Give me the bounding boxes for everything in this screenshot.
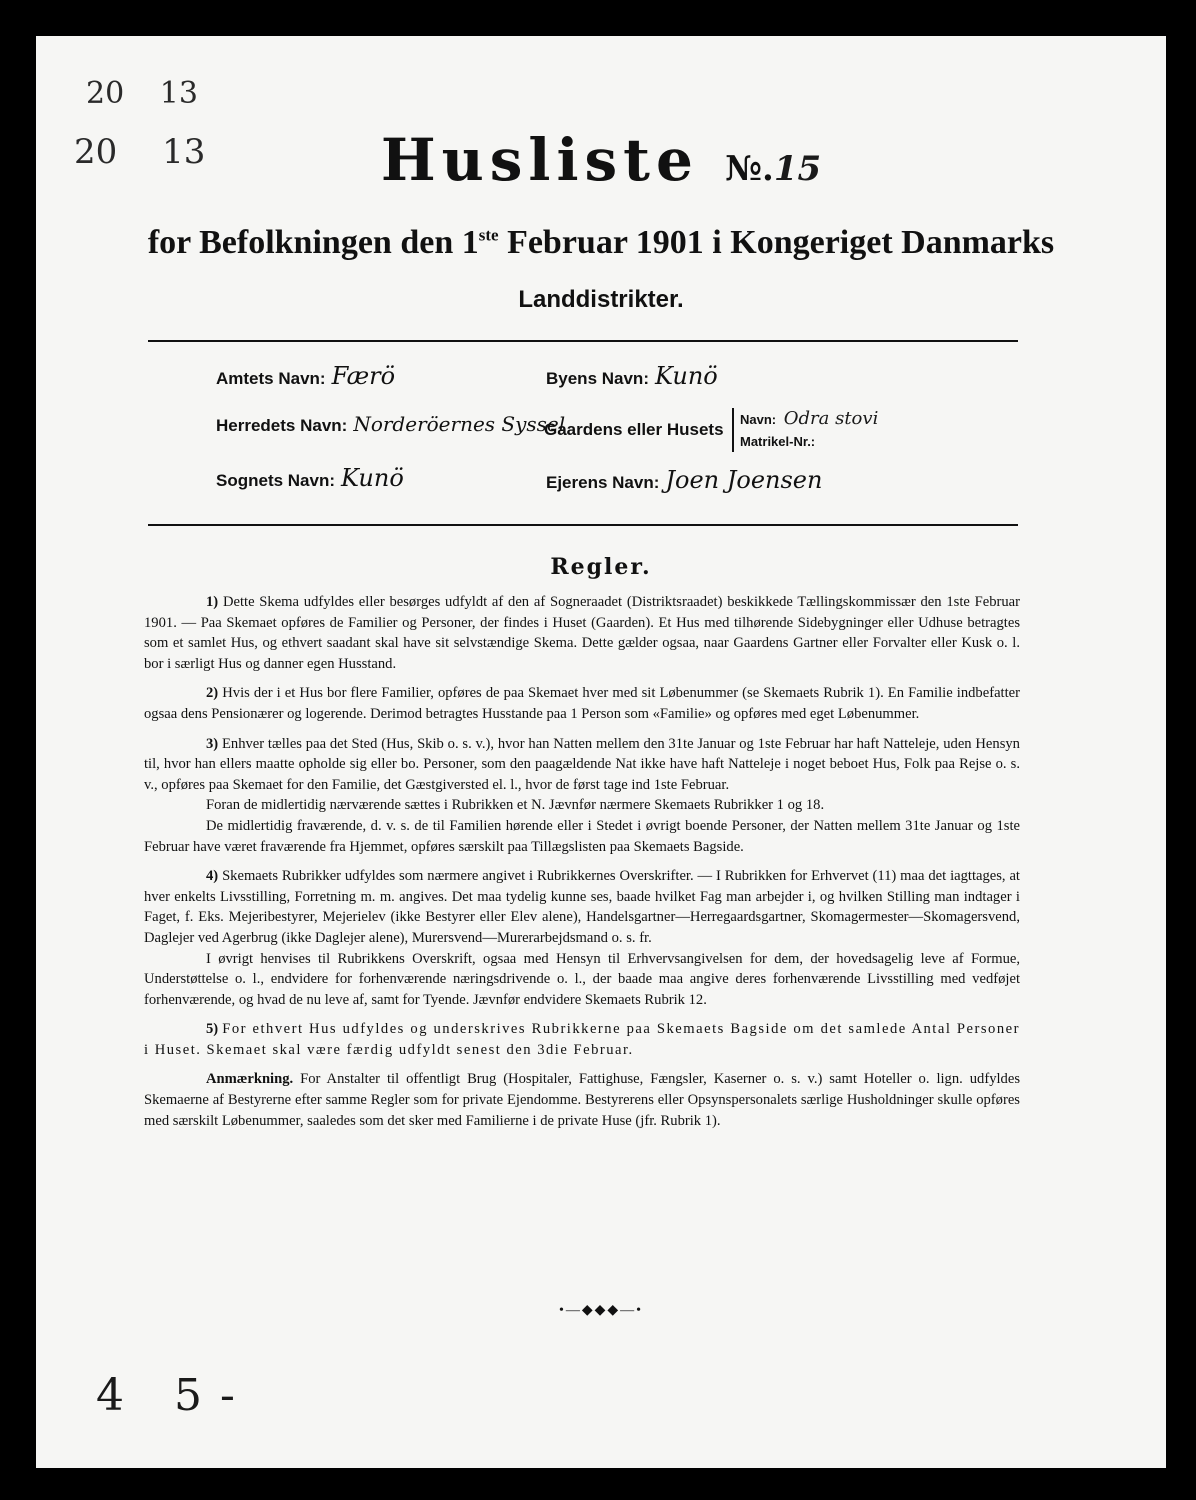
byens-field: [546, 362, 718, 390]
rules-body: [144, 592, 1020, 1140]
field-value: Kunö: [654, 362, 718, 390]
number-prefix: №.: [725, 149, 774, 189]
rule-text: For ethvert Hus udfyldes og underskrives Rubrikkerne paa Skemaets Bagside om det samlede Antal Personer i Huset. Skemaet skal være færdig udfyldt senest den 3die Februar.: [144, 1021, 1020, 1058]
rule-number: 2): [206, 685, 219, 702]
field-label: Herredets Navn:: [216, 416, 348, 435]
annotation-label: Anmærkning.: [206, 1071, 294, 1088]
rule-text: Skemaets Rubrikker udfyldes som nærmere angivet i Rubrikkernes Overskrifter. — I Rubrikken for Erhvervet (11) maa det iagttages, at hver enkelts Livsstilling, Forretning m. m. angives. Det maa tydelig kunne ses, baade hvilket Fag man arbejder i, og hvilken Stilling man indtager i Faget, f. Eks. Mejeribestyrer, Mejerielev (ikke Bestyrer eller Elev alene), Handelsgartner—Herregaardsgartner, Skomagermester—Skomagersvend, Daglejer ved Agerbrug (ikke Daglejer alene), Murersvend—Murerarbejdsmand o. s. fr.: [144, 868, 1020, 946]
sognets-field: [216, 464, 404, 492]
rules-heading: Regler.: [550, 554, 652, 580]
field-label: Ejerens Navn:: [546, 473, 660, 492]
rule-number: 5): [206, 1021, 219, 1038]
divider: [148, 524, 1018, 526]
herredets-field: [216, 412, 565, 436]
house-number: 15: [773, 149, 822, 189]
ornament: •—◆◆◆—•: [558, 1303, 644, 1318]
title-text: Husliste: [380, 126, 699, 194]
rule-3-cont: Foran de midlertidig nærværende sættes i Rubrikken et N. Jævnfør nærmere Skemaets Rubrikker 1 og 18.: [206, 797, 825, 814]
brace: [732, 408, 734, 452]
page-title: [36, 126, 1166, 194]
field-label: Matrikel-Nr.:: [740, 434, 816, 449]
matrikel-field: [740, 434, 815, 449]
stamp-number: 13: [162, 132, 206, 172]
rule-number: 3): [206, 735, 219, 752]
subtitle-part: for Befolkningen den 1: [147, 224, 479, 261]
divider: [148, 340, 1018, 342]
subtitle-part: Februar 1901 i Kongeriget Danmarks: [498, 224, 1055, 261]
field-label: Amtets Navn:: [216, 369, 326, 388]
page-subtitle-2: Landdistrikter.: [518, 286, 684, 313]
rule-number: 4): [206, 868, 219, 885]
field-value: Odra stovi: [783, 408, 879, 429]
field-value: Færö: [331, 362, 396, 390]
rule-text: Hvis der i et Hus bor flere Familier, opføres de paa Skemaet hver med sit Løbenummer (se Skemaets Rubrik 1). En Familie indbefatter ogsaa dens Pensionærer og logerende. Derimod betragtes Husstande paa 1 Person som «Familie» og opføres med eget Løbenummer.: [144, 685, 1020, 722]
amtets-field: [216, 362, 395, 390]
document-page: [36, 36, 1166, 1468]
stamp-number: 20: [86, 76, 125, 111]
gaardens-field: [544, 420, 724, 440]
rule-3-cont: De midlertidig fraværende, d. v. s. de til Familien hørende eller i Stedet i øvrigt boende Personer, der Natten mellem 31te Januar og 1ste Februar have været fraværende fra Hjemmet, opføres særskilt paa Tillægslisten paa Skemaets Bagside.: [144, 817, 1020, 855]
annotation: [144, 1069, 1020, 1131]
archive-stamp-1: [86, 76, 198, 111]
rule-5: [144, 1019, 1020, 1060]
field-label: Sognets Navn:: [216, 471, 336, 490]
rule-2: [144, 683, 1020, 724]
field-value: Norderöernes Syssel: [353, 412, 566, 436]
rule-3: [144, 734, 1020, 796]
navn-field: [740, 408, 878, 429]
ejerens-field: [546, 466, 822, 494]
rule-text: Dette Skema udfyldes eller besørges udfyldt af den af Sogneraadet (Distriktsraadet) beskikkede Tællingskommissær den 1ste Februar 1901. — Paa Skemaet opføres de Familier og Personer, der findes i Huset (Gaarden). Et Hus med tilhørende Sidebygninger eller Udhuse betragtes som et samlet Hus, og ethvert saadant skal have sit selvstændige Skema. Dette gælder ogsaa, naar Gaardens Gartner eller Forvalter eller Kusk o. l. bor i særligt Hus og danner egen Husstand.: [144, 594, 1020, 672]
rule-4-cont: I øvrigt henvises til Rubrikkens Overskrift, ogsaa med Hensyn til Erhvervsangivelsen for dem, der hovedsagelig leve af Formue, Understøttelse o. l., endvidere for forhenværende næringsdrivende o. l., der baade maa angive deres forhenværende Livsstilling med vedføjet forhenværende, og hvad de nu leve af, samt for Tyende. Jævnfør endvidere Skemaets Rubrik 12.: [144, 950, 1020, 1008]
rule-text: Enhver tælles paa det Sted (Hus, Skib o. s. v.), hvor han Natten mellem den 31te Januar og 1ste Februar har haft Natteleje, uden Hensyn til, hvor han ellers maatte opholde sig eller bo. Personer, som den paagældende Nat ikke have haft Natteleje i noget beboet Hus, Folk paa Rejse o. s. v., opføres paa Skemaet for den Familie, det Gæstgiversted el. l., hvor de først tage ind 1ste Februar.: [144, 735, 1020, 793]
rule-number: 1): [206, 594, 219, 610]
field-value: Joen Joensen: [665, 466, 823, 494]
stamp-number: 13: [159, 76, 198, 111]
field-label: Byens Navn:: [546, 369, 649, 388]
rule-1: [144, 592, 1020, 674]
field-value: Kunö: [341, 464, 404, 492]
page-subtitle: [36, 224, 1166, 262]
subtitle-superscript: ste: [478, 225, 499, 245]
stamp-number: 20: [74, 132, 118, 172]
field-label: Gaardens eller Husets: [544, 420, 724, 439]
field-label: Navn:: [740, 412, 777, 427]
handwritten-note: 4 5-: [96, 1370, 253, 1421]
annotation-text: For Anstalter til offentligt Brug (Hospitaler, Fattighuse, Fængsler, Kaserner o. s. v.) samt Hoteller o. lign. udfyldes Skemaerne af Bestyrerne efter samme Regler som for private Ejendomme. Bestyrerens eller Opsynspersonalets særlige Husholdninger skulle opføres med særskilt Løbenummer, saaledes som det sker med Familierne i de private Huse (jfr. Rubrik 1).: [144, 1071, 1020, 1129]
rule-4: [144, 866, 1020, 948]
